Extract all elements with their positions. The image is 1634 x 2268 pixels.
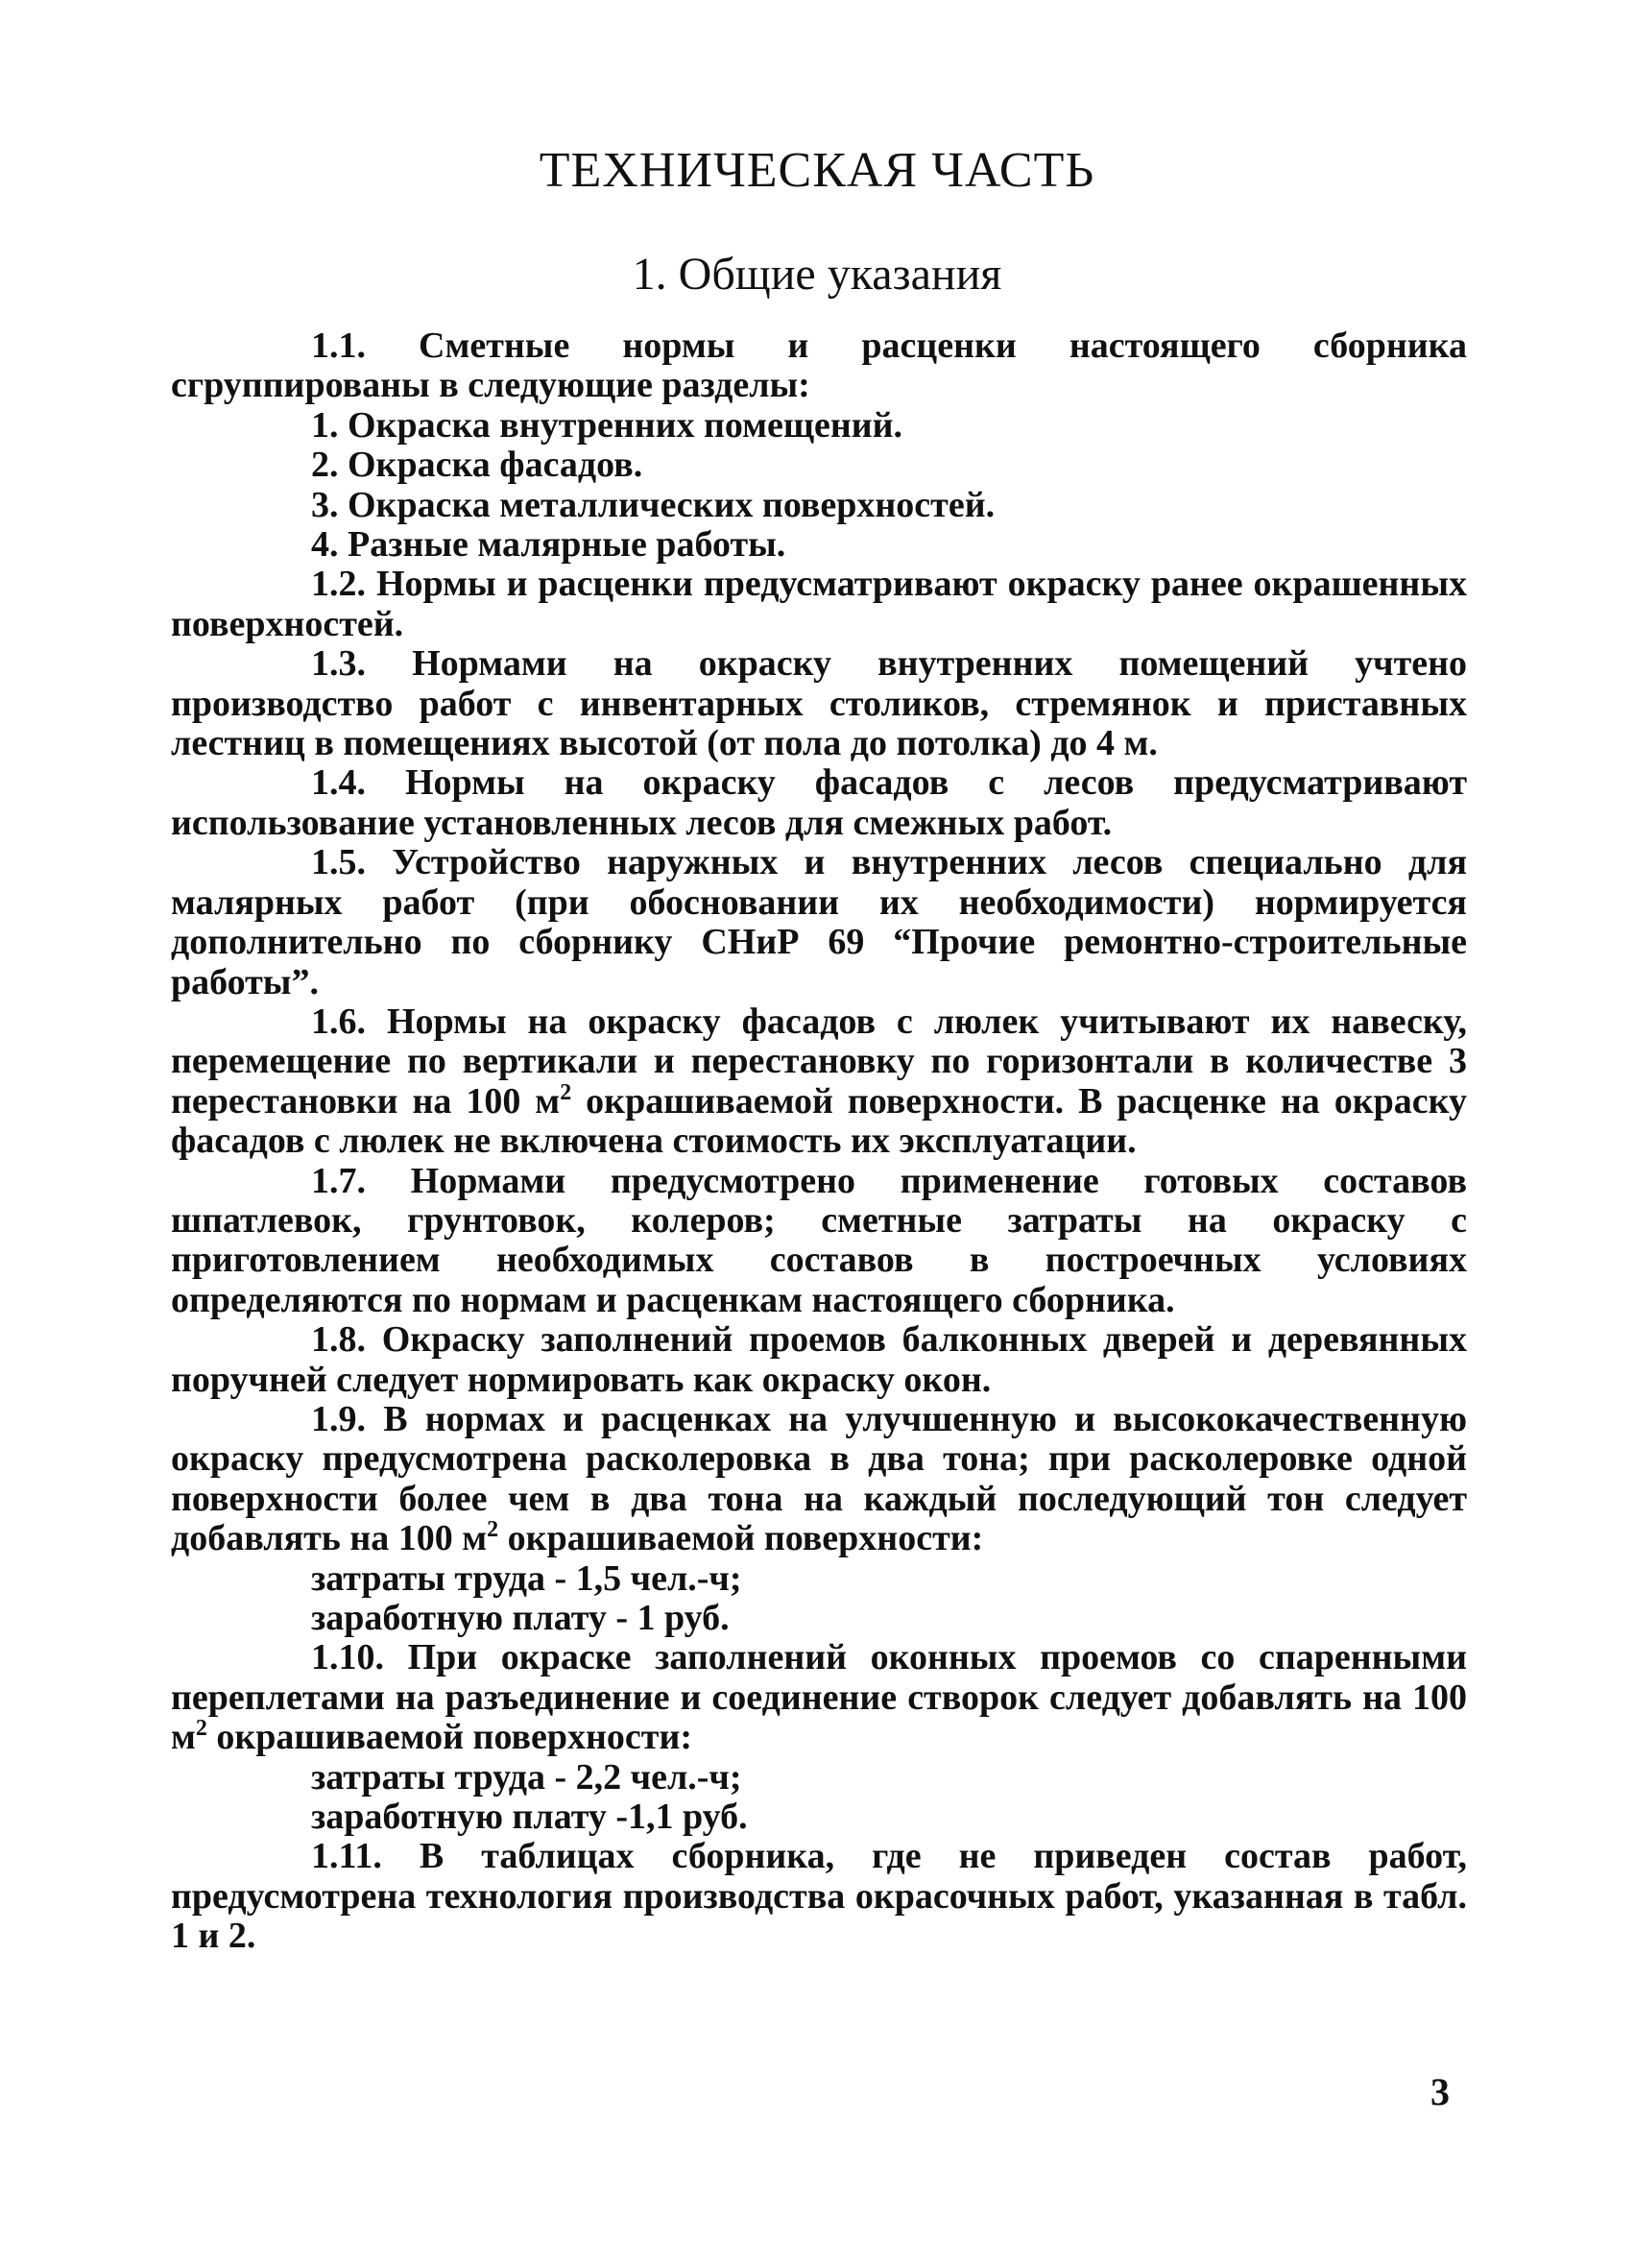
section-list-item: 4. Разные малярные работы. bbox=[311, 524, 786, 566]
wage-line: заработную плату - 1 руб. bbox=[311, 1598, 730, 1638]
paragraph-1-4: 1.4. Нормы на окраску фасадов с лесов предусматривают использование установленных лесов для смежных работ. bbox=[171, 762, 1467, 843]
section-list-item: 3. Окраска металлических поверхностей. bbox=[311, 484, 996, 525]
superscript-2: 2 bbox=[487, 1517, 499, 1543]
paragraph-1-6-text-a: 1.6. Нормы на окраску фасадов с люлек учитывают их навеску, перемещение по вертикали и перестановку по горизонтали в количестве 3 перестановки на 100 м bbox=[171, 1001, 1467, 1122]
paragraph-1-2: 1.2. Нормы и расценки предусматривают окраску ранее окрашенных поверхностей. bbox=[171, 564, 1467, 644]
section-title: 1. Общие указания bbox=[632, 249, 1002, 300]
paragraph-1-10-text-b: окрашиваемой поверхности: bbox=[206, 1717, 693, 1758]
paragraph-1-10 bbox=[171, 1638, 1467, 1757]
labor-cost-line: затраты труда - 1,5 чел.-ч; bbox=[311, 1557, 742, 1599]
paragraph-1-6 bbox=[171, 1002, 1467, 1162]
paragraph-1-10-text-a: 1.10. При окраске заполнений оконных проемов со спаренными переплетами на разъединение и соединение створок следует добавлять на 100 м bbox=[171, 1637, 1467, 1758]
section-list-item: 2. Окраска фасадов. bbox=[311, 445, 643, 486]
paragraph-1-1: 1.1. Сметные нормы и расценки настоящего сборника сгруппированы в следующие разделы: bbox=[171, 326, 1467, 406]
paragraph-1-5: 1.5. Устройство наружных и внутренних лесов специально для малярных работ (при обосновании их необходимости) нормируется дополнительно по сборнику СНиР 69 “Прочие ремонтно-строительные работы”. bbox=[171, 842, 1467, 1002]
paragraph-1-9-text-b: окрашиваемой поверхности: bbox=[498, 1518, 984, 1559]
paragraph-1-9-text-a: 1.9. В нормах и расценках на улучшенную и высококачественную окраску предусмотрена расколеровка в два тона; при расколеровке одной поверхности более чем в два тона на каждый последующий тон следует добавлять на 100 м bbox=[171, 1398, 1467, 1559]
paragraph-1-7: 1.7. Нормами предусмотрено применение готовых составов шпатлевок, грунтовок, колеров; сметные затраты на окраску с приготовлением необходимых составов в построечных условиях определяются по нормам и расценкам настоящего сборника. bbox=[171, 1160, 1467, 1320]
superscript-2: 2 bbox=[195, 1716, 207, 1742]
wage-line: заработную плату -1,1 руб. bbox=[311, 1797, 748, 1838]
paragraph-1-3: 1.3. Нормами на окраску внутренних помещений учтено производство работ с инвентарных столиков, стремянок и приставных лестниц в помещениях высотой (от пола до потолка) до 4 м. bbox=[171, 643, 1467, 764]
paragraph-1-9 bbox=[171, 1400, 1467, 1559]
superscript-2: 2 bbox=[560, 1079, 572, 1105]
paragraph-1-8: 1.8. Окраску заполнений проемов балконных дверей и деревянных поручней следует нормировать как окраску окон. bbox=[171, 1319, 1467, 1400]
document-body bbox=[171, 326, 1467, 1957]
page-number: 3 bbox=[1430, 2070, 1450, 2113]
page-title: ТЕХНИЧЕСКАЯ ЧАСТЬ bbox=[539, 143, 1095, 198]
paragraph-1-6-text-b: окрашиваемой поверхности. В расценке на окраску фасадов с люлек не включена стоимость их эксплуатации. bbox=[171, 1080, 1467, 1162]
section-list-item: 1. Окраска внутренних помещений. bbox=[311, 404, 903, 446]
labor-cost-line: затраты труда - 2,2 чел.-ч; bbox=[311, 1756, 742, 1798]
paragraph-1-11: 1.11. В таблицах сборника, где не приведен состав работ, предусмотрена технология производства окрасочных работ, указанная в табл. 1 и 2. bbox=[171, 1836, 1467, 1957]
